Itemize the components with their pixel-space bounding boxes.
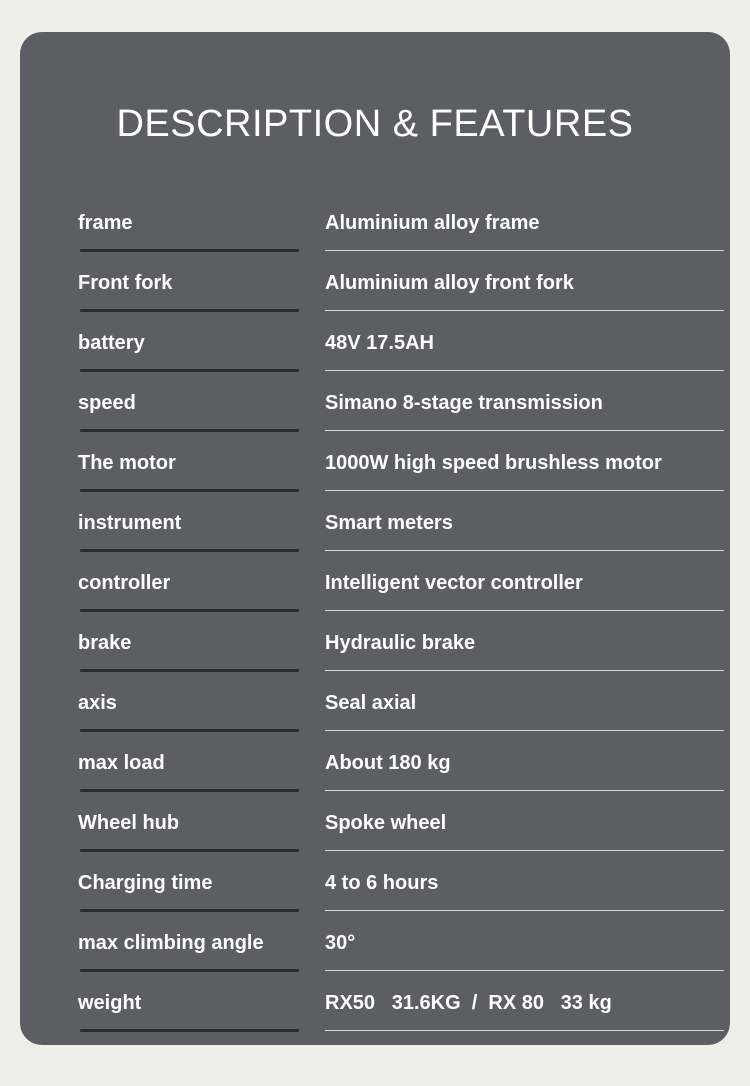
spec-label: Charging time (78, 872, 213, 894)
spec-row-wheel-hub (78, 793, 724, 853)
features-card (20, 32, 730, 1045)
spec-row-instrument (78, 493, 724, 553)
spec-label: The motor (78, 452, 176, 474)
label-divider (80, 969, 299, 972)
value-divider (325, 490, 724, 491)
label-divider (80, 489, 299, 492)
label-divider (80, 669, 299, 672)
spec-value: Intelligent vector controller (325, 572, 583, 594)
spec-label: brake (78, 632, 132, 654)
spec-label: Wheel hub (78, 812, 180, 834)
spec-row-front-fork (78, 253, 724, 313)
spec-row-brake (78, 613, 724, 673)
label-divider (80, 369, 299, 372)
value-divider (325, 670, 724, 671)
page-title: DESCRIPTION & FEATURES (116, 103, 634, 145)
value-divider (325, 430, 724, 431)
spec-value: RX50 31.6KG / RX 80 33 kg (325, 992, 612, 1014)
spec-label: controller (78, 572, 171, 594)
spec-row-axis (78, 673, 724, 733)
value-divider (325, 610, 724, 611)
spec-label: battery (78, 332, 145, 354)
spec-value: Seal axial (325, 692, 417, 714)
label-divider (80, 1029, 299, 1032)
label-divider (80, 789, 299, 792)
value-divider (325, 970, 724, 971)
spec-value: 4 to 6 hours (325, 872, 439, 894)
label-divider (80, 309, 299, 312)
spec-label: instrument (78, 512, 182, 534)
spec-row-speed (78, 373, 724, 433)
spec-row-battery (78, 313, 724, 373)
spec-label: Front fork (78, 272, 173, 294)
spec-value: Hydraulic brake (325, 632, 476, 654)
value-divider (325, 1030, 724, 1031)
spec-value: Simano 8-stage transmission (325, 392, 603, 414)
spec-row-weight (78, 973, 724, 1033)
spec-label: axis (78, 692, 117, 714)
spec-row-max-climbing-angle (78, 913, 724, 973)
label-divider (80, 849, 299, 852)
value-divider (325, 850, 724, 851)
value-divider (325, 370, 724, 371)
spec-value: 48V 17.5AH (325, 332, 434, 354)
spec-value: 1000W high speed brushless motor (325, 452, 662, 474)
label-divider (80, 549, 299, 552)
spec-value: Smart meters (325, 512, 453, 534)
label-divider (80, 429, 299, 432)
spec-row-max-load (78, 733, 724, 793)
value-divider (325, 310, 724, 311)
spec-row-charging-time (78, 853, 724, 913)
value-divider (325, 730, 724, 731)
spec-value: Spoke wheel (325, 812, 447, 834)
spec-row-motor (78, 433, 724, 493)
spec-table (78, 193, 724, 1033)
spec-value: About 180 kg (325, 752, 451, 774)
value-divider (325, 790, 724, 791)
spec-value: Aluminium alloy frame (325, 212, 540, 234)
label-divider (80, 249, 299, 252)
spec-label: speed (78, 392, 136, 414)
spec-row-controller (78, 553, 724, 613)
label-divider (80, 609, 299, 612)
spec-row-frame (78, 193, 724, 253)
spec-value: Aluminium alloy front fork (325, 272, 574, 294)
label-divider (80, 729, 299, 732)
spec-label: max climbing angle (78, 932, 264, 954)
spec-value: 30° (325, 932, 356, 954)
spec-label: weight (78, 992, 142, 1014)
label-divider (80, 909, 299, 912)
value-divider (325, 250, 724, 251)
spec-label: frame (78, 212, 133, 234)
value-divider (325, 910, 724, 911)
spec-label: max load (78, 752, 165, 774)
value-divider (325, 550, 724, 551)
